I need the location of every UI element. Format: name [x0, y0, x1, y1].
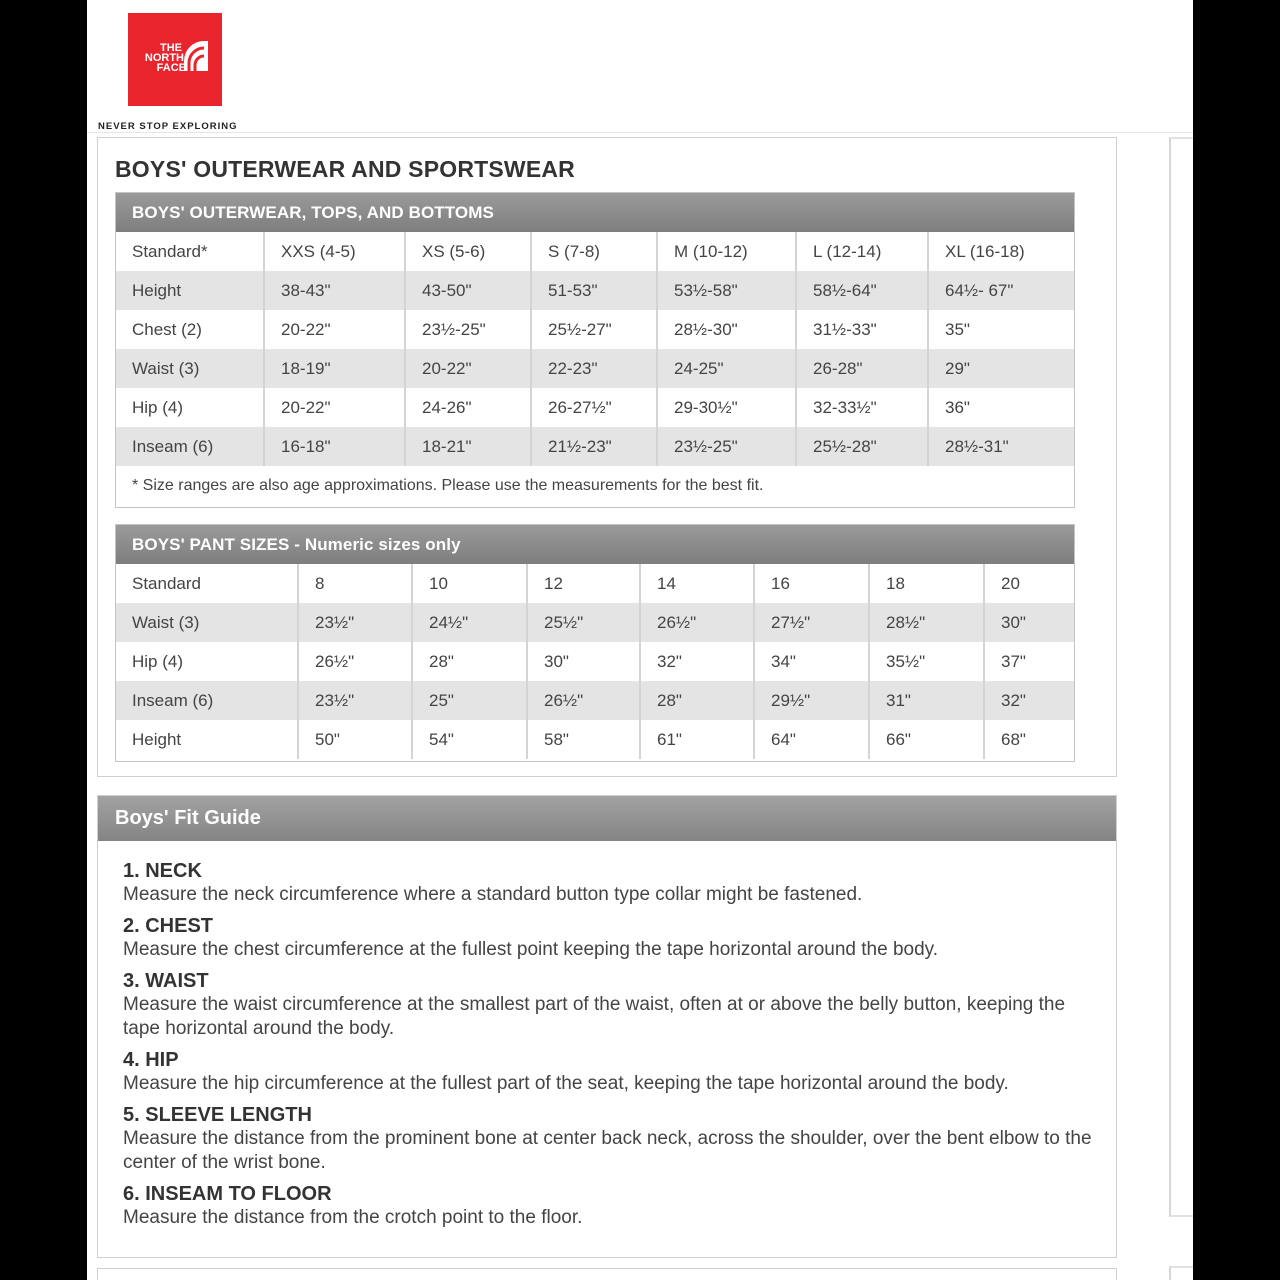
boys-fit-guide-panel: [97, 795, 1117, 1258]
table-cell: 26-28": [796, 349, 928, 388]
fit-guide-heading: 2. CHEST: [123, 915, 214, 937]
table-cell: XXS (4-5): [264, 232, 405, 271]
table-cell: XL (16-18): [945, 241, 1025, 261]
table-cell: 23½-25": [405, 310, 531, 349]
table-cell: 25½": [527, 603, 640, 642]
table-cell: 12: [527, 564, 640, 603]
fit-guide-item: [123, 969, 1093, 1041]
table-row: [116, 564, 1074, 603]
table-cell: 31½-33": [796, 310, 928, 349]
table-cell: 24-26": [405, 388, 531, 427]
table-cell: 26½": [527, 681, 640, 720]
table-row: [116, 310, 1074, 349]
fit-guide-heading: 3. WAIST: [123, 970, 209, 992]
table-cell: 20-22": [264, 388, 405, 427]
row-label: Height: [116, 720, 298, 759]
row-label: Standard*: [116, 232, 264, 271]
adjacent-panel-edge: [1169, 137, 1193, 1217]
table-cell: 54": [412, 720, 527, 759]
fit-guide-item: [123, 859, 1093, 907]
table-cell: S (7-8): [531, 232, 657, 271]
fit-guide-text: Measure the hip circumference at the fullest part of the seat, keeping the tape horizontal around the body.: [123, 1073, 1009, 1094]
table-cell: 61": [640, 720, 754, 759]
table-cell: 64": [754, 720, 869, 759]
fit-guide-item: [123, 1182, 1093, 1230]
row-label: Waist (3): [116, 603, 298, 642]
table-cell: 26-27½": [531, 388, 657, 427]
row-label: Inseam (6): [116, 681, 298, 720]
row-label: Hip (4): [116, 388, 264, 427]
table-cell: 28½-31": [928, 427, 1074, 466]
panel-title: BOYS' OUTERWEAR AND SPORTSWEAR: [115, 156, 575, 182]
table-cell: 16: [754, 564, 869, 603]
table-cell: 24½": [412, 603, 527, 642]
the-north-face-logo: [128, 13, 222, 106]
table-cell: 18-19": [264, 349, 405, 388]
outerwear-size-table: [115, 192, 1075, 508]
divider: [87, 132, 1193, 133]
table-cell: 28½-30": [657, 310, 796, 349]
logo-line-3: FACE: [156, 62, 186, 74]
table-cell: 27½": [754, 603, 869, 642]
table-cell: 32": [640, 642, 754, 681]
table-cell: 28½": [869, 603, 984, 642]
next-panel-edge: [97, 1268, 1117, 1280]
outerwear-sportswear-panel: [97, 137, 1117, 777]
pant-size-table: [115, 524, 1075, 762]
fit-guide-list: [123, 859, 1093, 1237]
row-label: Inseam (6): [116, 427, 264, 466]
fit-guide-heading: 6. INSEAM TO FLOOR: [123, 1183, 332, 1205]
fit-guide-heading: 4. HIP: [123, 1049, 179, 1071]
fit-guide-item: [123, 1103, 1093, 1175]
table-cell: 20: [1001, 573, 1020, 593]
fit-guide-text: Measure the distance from the crotch point to the floor.: [123, 1207, 583, 1228]
table-cell: 32-33½": [796, 388, 928, 427]
table-cell: 66": [869, 720, 984, 759]
table-cell: 26½": [640, 603, 754, 642]
table-cell: 50": [298, 720, 412, 759]
size-footnote: * Size ranges are also age approximations. Please use the measurements for the best fit.: [132, 477, 764, 494]
table-cell: 35": [945, 319, 970, 339]
fit-guide-text: Measure the neck circumference where a standard button type collar might be fastened.: [123, 884, 863, 905]
table-row: [116, 349, 1074, 388]
table-row: [116, 388, 1074, 427]
table-cell: 18-21": [405, 427, 531, 466]
fit-guide-text: Measure the waist circumference at the smallest part of the waist, often at or above the belly button, keeping the tape horizontal around the body.: [123, 994, 1066, 1039]
table-cell: 29-30½": [657, 388, 796, 427]
table-cell: 18: [869, 564, 984, 603]
fit-guide-item: [123, 914, 1093, 962]
table-header: [116, 525, 1074, 564]
table-cell: L (12-14): [796, 232, 928, 271]
table-header-main: BOYS' PANT SIZES: [132, 535, 290, 554]
table-cell: 29": [928, 349, 1074, 388]
fit-guide-heading: 5. SLEEVE LENGTH: [123, 1104, 312, 1126]
table-cell: 28": [412, 642, 527, 681]
table-cell: 51-53": [531, 271, 657, 310]
table-cell: XS (5-6): [405, 232, 531, 271]
table-cell: 32": [984, 681, 1074, 720]
table-cell: 37": [1001, 651, 1026, 671]
row-label: Standard: [116, 564, 298, 603]
row-label: Hip (4): [116, 642, 298, 681]
table-cell: 38-43": [264, 271, 405, 310]
row-label: Chest (2): [116, 310, 264, 349]
table-cell: 16-18": [264, 427, 405, 466]
table-cell: 53½-58": [657, 271, 796, 310]
table-header: BOYS' OUTERWEAR, TOPS, AND BOTTOMS: [116, 193, 1074, 232]
table-row: [116, 232, 1074, 271]
row-label: Height: [116, 271, 264, 310]
table-cell: 36": [945, 397, 970, 417]
adjacent-panel-edge-lower: [1169, 1266, 1193, 1280]
table-cell: 28": [640, 681, 754, 720]
table-cell: 29½": [754, 681, 869, 720]
table-cell: 35½": [869, 642, 984, 681]
tagline: NEVER STOP EXPLORING: [98, 121, 238, 132]
table-cell: 22-23": [531, 349, 657, 388]
black-border: [1193, 0, 1280, 1280]
pant-grid: [116, 564, 1074, 759]
table-cell: 68": [1001, 729, 1026, 749]
table-cell: 26½": [298, 642, 412, 681]
table-cell: 58": [527, 720, 640, 759]
table-cell: 24-25": [657, 349, 796, 388]
table-row: [116, 642, 1074, 681]
fit-guide-heading: 1. NECK: [123, 860, 202, 882]
table-cell: 23½-25": [657, 427, 796, 466]
table-cell: 30": [527, 642, 640, 681]
table-cell: 23½": [298, 681, 412, 720]
table-cell: 25": [412, 681, 527, 720]
half-dome-logo-icon: [128, 13, 222, 106]
fit-guide-item: [123, 1048, 1093, 1096]
table-cell: 25½-28": [796, 427, 928, 466]
table-cell: 21½-23": [531, 427, 657, 466]
table-row: [116, 681, 1074, 720]
table-cell: 30": [984, 603, 1074, 642]
table-row: [116, 427, 1074, 466]
table-cell: 20-22": [405, 349, 531, 388]
table-cell: M (10-12): [657, 232, 796, 271]
table-cell: 23½": [298, 603, 412, 642]
table-cell: 20-22": [264, 310, 405, 349]
fit-guide-title: Boys' Fit Guide: [98, 796, 1116, 841]
size-chart-page: [87, 0, 1193, 1280]
table-cell: 43-50": [405, 271, 531, 310]
logo-line-2: NORTH: [144, 52, 184, 64]
table-cell: 8: [298, 564, 412, 603]
table-cell: 64½- 67": [928, 271, 1074, 310]
row-label: Waist (3): [116, 349, 264, 388]
table-cell: 31": [869, 681, 984, 720]
table-cell: 14: [640, 564, 754, 603]
table-row: [116, 603, 1074, 642]
table-cell: 25½-27": [531, 310, 657, 349]
table-row: [116, 720, 1074, 759]
outerwear-grid: [116, 232, 1074, 466]
table-cell: 58½-64": [796, 271, 928, 310]
logo-line-1: THE: [160, 42, 182, 54]
fit-guide-text: Measure the chest circumference at the fullest point keeping the tape horizontal around the body.: [123, 939, 939, 960]
table-row: [116, 271, 1074, 310]
fit-guide-text: Measure the distance from the prominent bone at center back neck, across the shoulder, over the bent elbow to the center of the wrist bone.: [123, 1128, 1092, 1173]
table-cell: 10: [412, 564, 527, 603]
table-cell: 34": [754, 642, 869, 681]
table-header-sub: - Numeric sizes only: [289, 535, 461, 554]
